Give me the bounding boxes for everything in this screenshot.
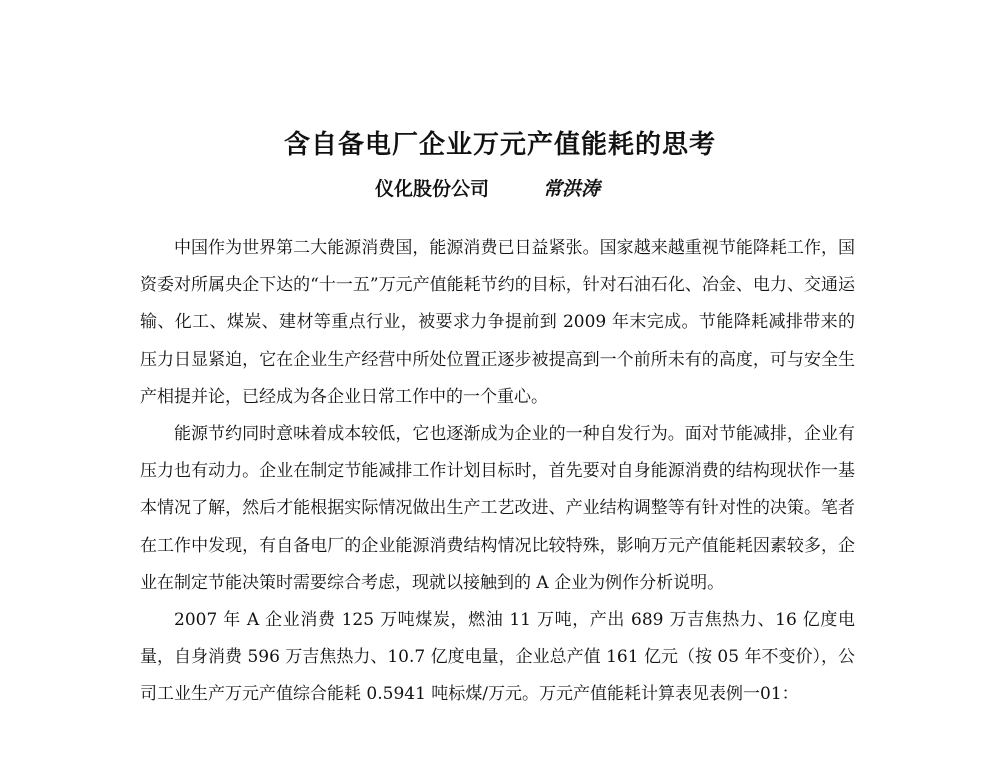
paragraph-3: 2007 年 A 企业消费 125 万吨煤炭，燃油 11 万吨，产出 689 万吉焦热力、16 亿度电量，自身消费 596 万吉焦热力、10.7 亿度电量，企业总产值 161 亿元（按 05 年不变价），公司工业生产万元产值综合能耗 0.5941 吨标煤/万元。万元产值能耗计算表见表例一01： [140,610,855,705]
affiliation: 仪化股份公司 [375,178,490,200]
body-text [140,230,855,714]
author-name: 常洪涛 [543,178,601,200]
byline [375,174,600,201]
paragraph-2: 能源节约同时意味着成本较低，它也逐渐成为企业的一种自发行为。面对节能减排，企业有压力也有动力。企业在制定节能减排工作计划目标时，首先要对自身能源消费的结构现状作一基本情况了解，然后才能根据实际情况做出生产工艺改进、产业结构调整等有针对性的决策。笔者在工作中发现，有自备电厂的企业能源消费结构情况比较特殊，影响万元产值能耗因素较多，企业在制定节能决策时需要综合考虑，现就以接触到的 A 企业为例作分析说明。 [140,424,855,593]
document-title: 含自备电厂企业万元产值能耗的思考 [283,130,716,160]
paragraph-1: 中国作为世界第二大能源消费国，能源消费已日益紧张。国家越来越重视节能降耗工作，国资委对所属央企下达的“十一五”万元产值能耗节约的目标，针对石油石化、冶金、电力、交通运输、化工、煤炭、建材等重点行业，被要求力争提前到 2009 年末完成。节能降耗减排带来的压力日显紧迫，它在企业生产经营中所处位置正逐步被提高到一个前所未有的高度，可与安全生产相提并论，已经成为各企业日常工作中的一个重心。 [140,238,855,407]
